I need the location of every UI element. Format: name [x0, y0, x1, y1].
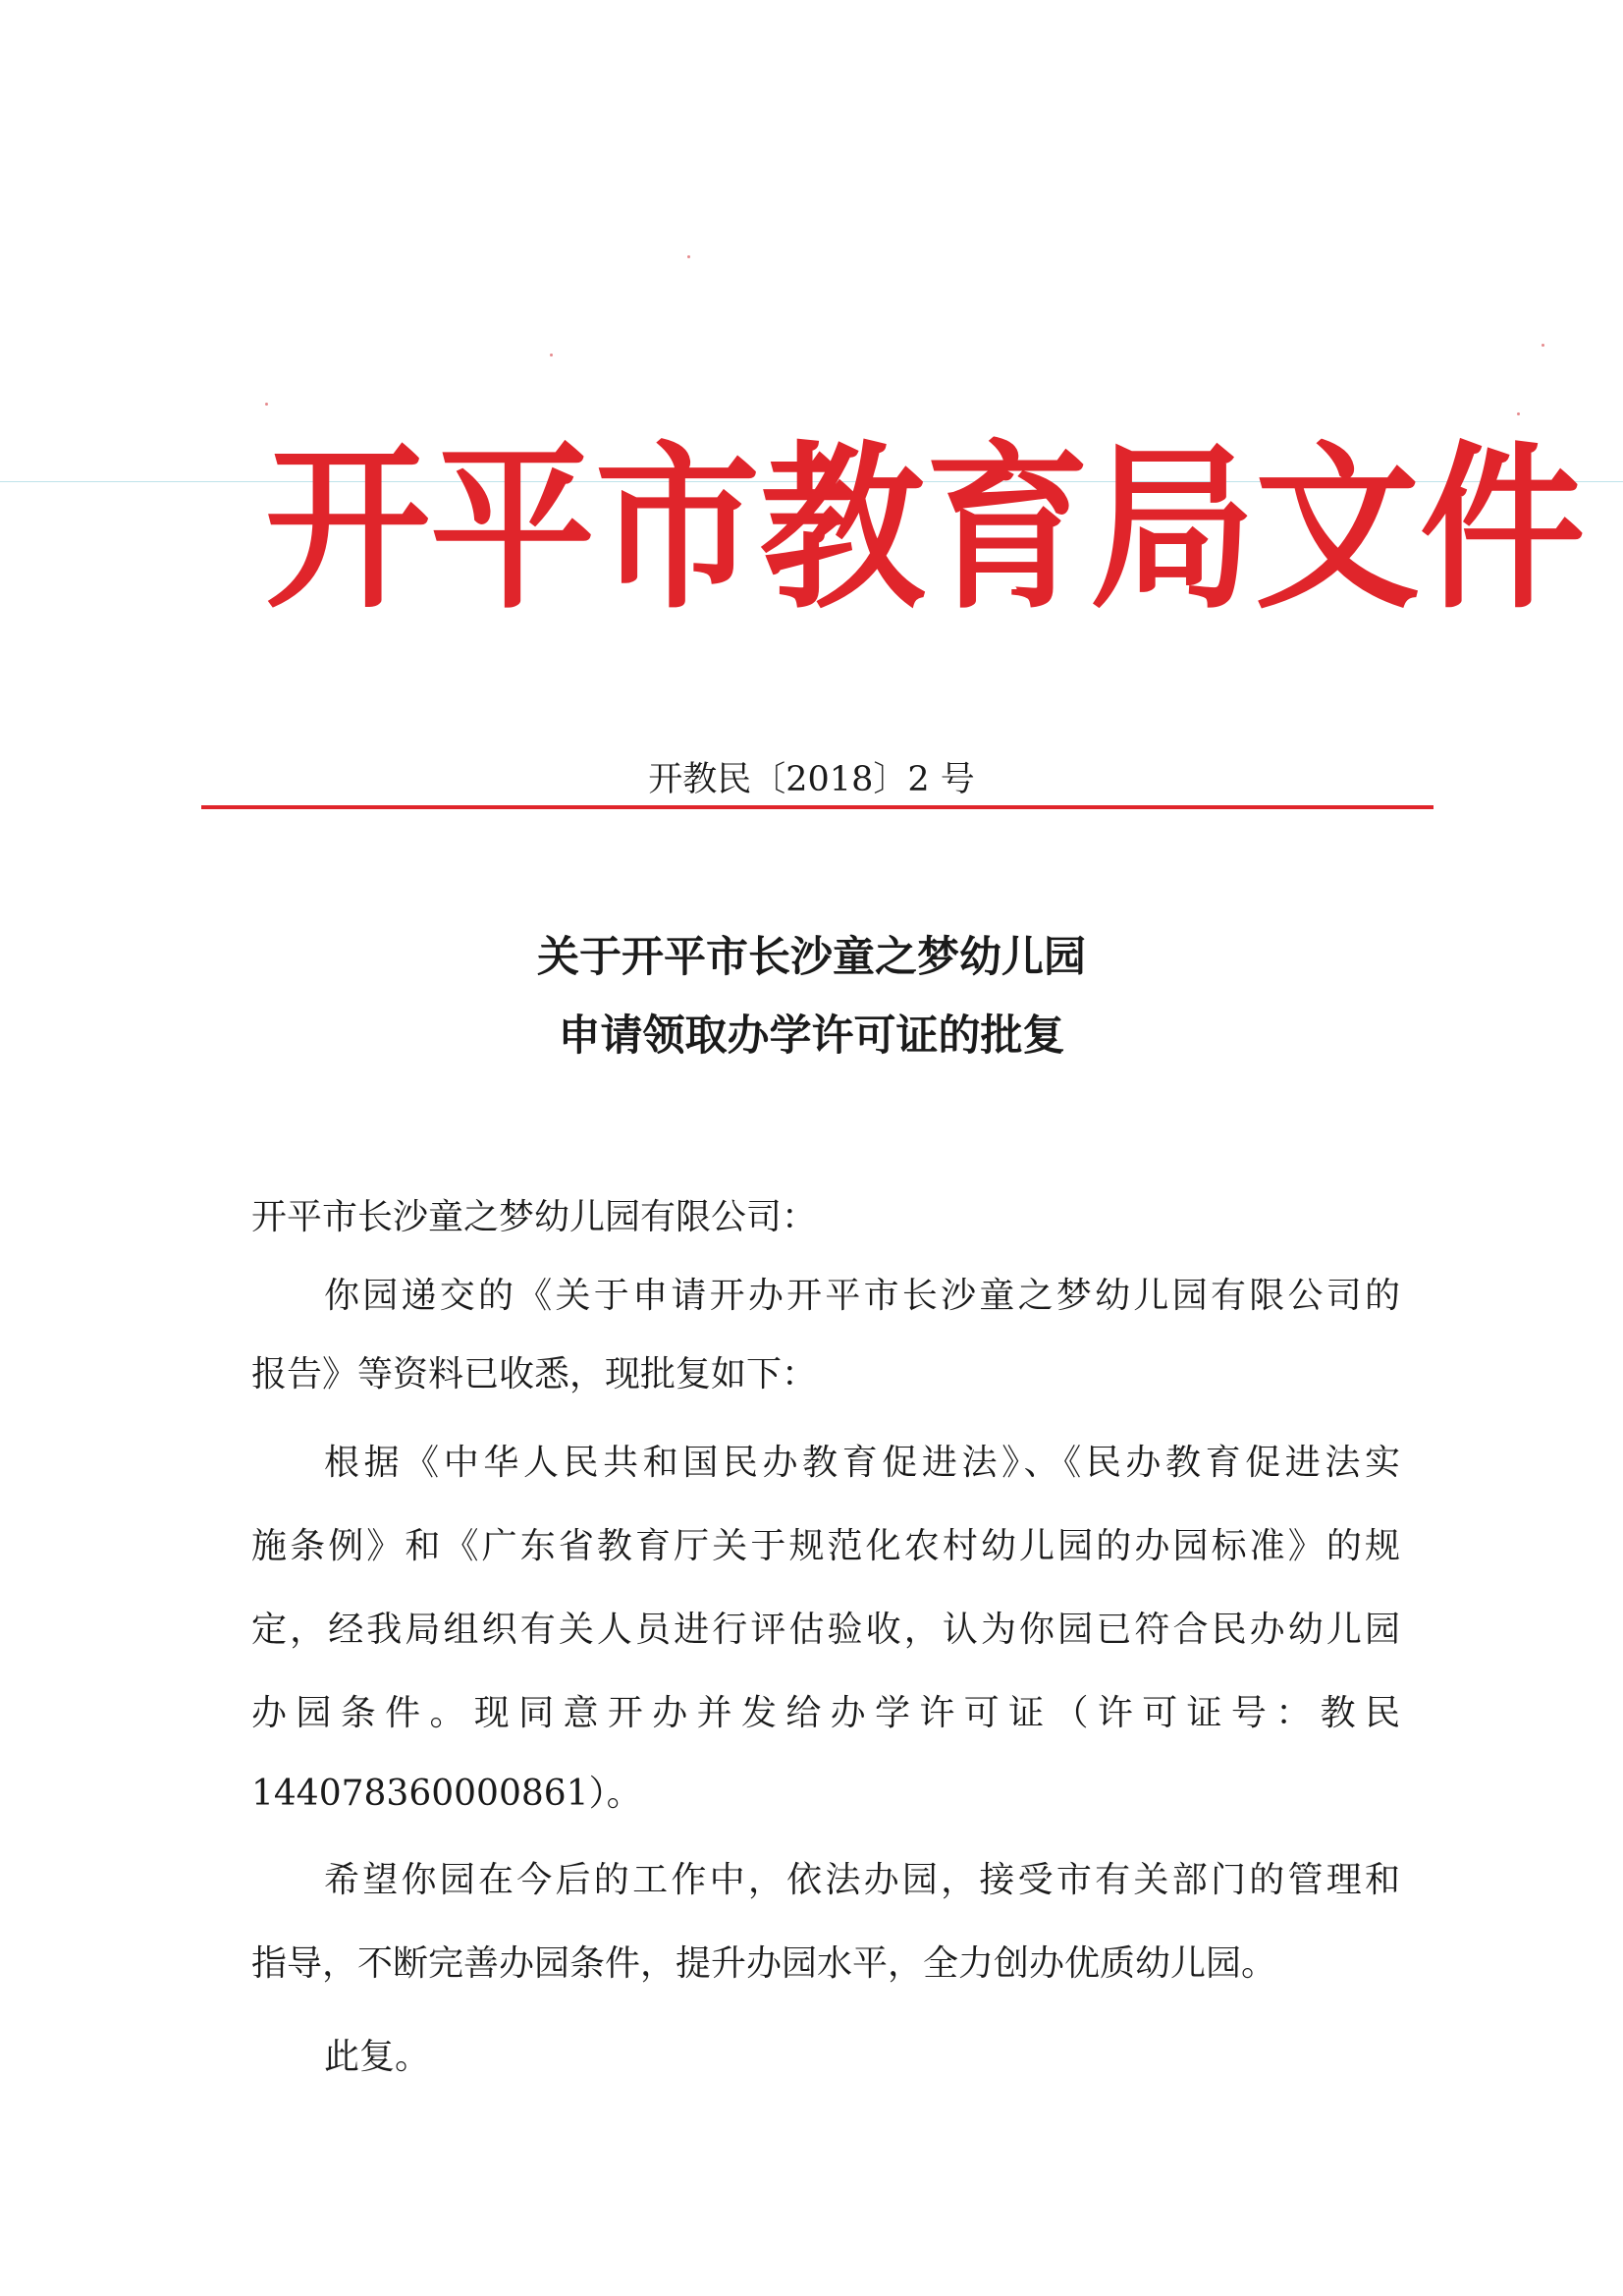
addressee: 开平市长沙童之梦幼儿园有限公司： [251, 1197, 818, 1237]
closing-text: 此复。 [324, 2037, 431, 2077]
scan-speck [1517, 412, 1520, 415]
document-title-line-2: 申请领取办学许可证的批复 [558, 1011, 1065, 1061]
scan-speck [1542, 344, 1544, 347]
paragraph-2-line-4: 办园条件。现同意开办并发给办学许可证（许可证号：教民 [251, 1693, 1400, 1733]
paragraph-3-line-1: 希望你园在今后的工作中，依法办园，接受市有关部门的管理和 [324, 1860, 1400, 1900]
paragraph-2-line-5: 144078360000861）。 [251, 1774, 642, 1814]
document-number: 开教民〔2018〕2 号 [648, 760, 975, 799]
paragraph-2-line-3: 定，经我局组织有关人员进行评估验收，认为你园已符合民办幼儿园 [251, 1610, 1400, 1650]
paragraph-2-line-2: 施条例》和《广东省教育厅关于规范化农村幼儿园的办园标准》的规 [251, 1526, 1400, 1566]
scan-speck [687, 255, 690, 258]
paragraph-1-line-1: 你园递交的《关于申请开办开平市长沙童之梦幼儿园有限公司的 [324, 1276, 1400, 1316]
letterhead-red-rule [201, 805, 1434, 809]
scan-speck [550, 354, 553, 356]
document-title-line-1: 关于开平市长沙童之梦幼儿园 [537, 933, 1086, 982]
paragraph-1-line-2: 报告》等资料已收悉，现批复如下： [251, 1354, 818, 1394]
paragraph-2-line-1: 根据《中华人民共和国民办教育促进法》、《民办教育促进法实 [324, 1443, 1400, 1483]
paragraph-3-line-2: 指导，不断完善办园条件，提升办园水平，全力创办优质幼儿园。 [251, 1943, 1277, 1984]
letterhead-title: 开平市教育局文件 [265, 424, 1585, 633]
scan-speck [265, 403, 268, 406]
